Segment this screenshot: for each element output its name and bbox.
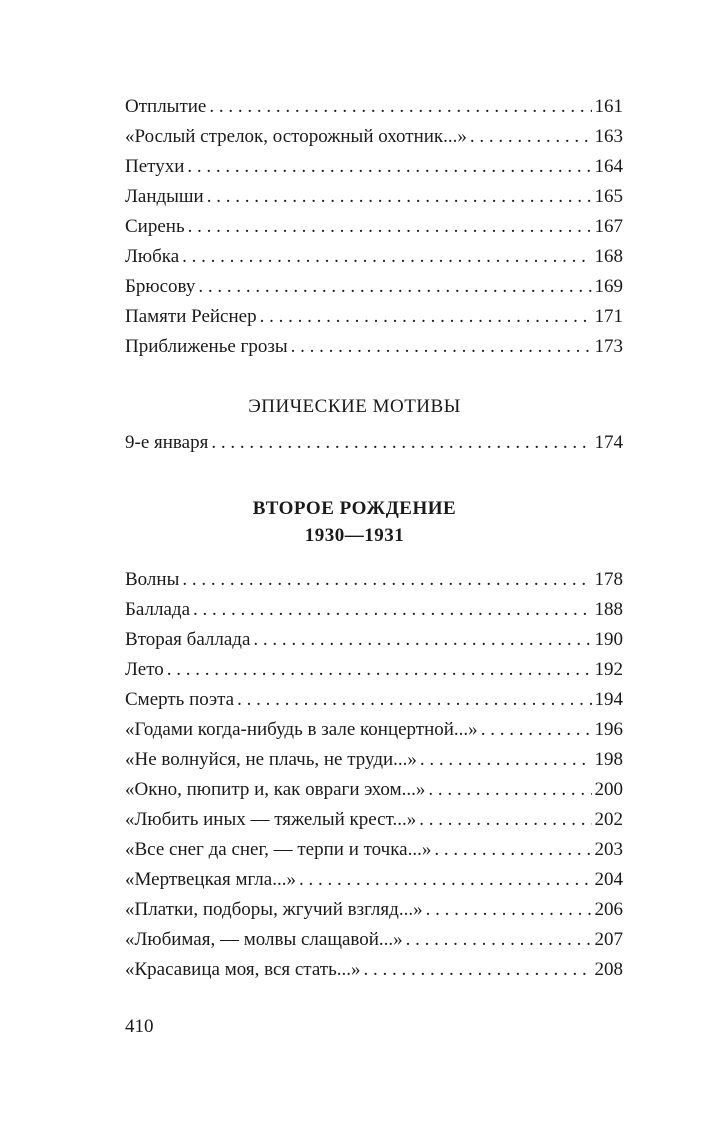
entry-page: 168 [594,246,623,267]
toc-entry [125,212,623,242]
section-years: 1930—1931 [304,525,405,546]
toc-group-1 [125,92,623,362]
entry-title: Петухи [125,156,185,177]
dot-leader [182,242,591,272]
entry-page: 174 [594,432,623,453]
entry-title: Лето [125,659,164,680]
entry-page: 165 [594,186,623,207]
dot-leader [419,805,591,835]
toc-entry [125,122,623,152]
entry-page: 188 [594,599,623,620]
entry-title: «Рослый стрелок, осторожный охотник...» [125,126,467,147]
toc-entry [125,565,623,595]
entry-title: Любка [125,246,180,267]
entry-title: «Не волнуйся, не плачь, не труди...» [125,749,417,770]
entry-page: 203 [594,839,623,860]
entry-title: «Платки, подборы, жгучий взгляд...» [125,899,423,920]
entry-title: 9-е января [125,432,209,453]
toc-entry [125,925,623,955]
entry-title: Вторая баллада [125,629,251,650]
dot-leader [211,428,591,458]
dot-leader [481,715,592,745]
toc-entry [125,805,623,835]
entry-title: Приближенье грозы [125,336,288,357]
toc-entry [125,745,623,775]
entry-page: 208 [594,959,623,980]
toc-entry [125,332,623,362]
dot-leader [167,655,592,685]
toc-entry [125,625,623,655]
entry-page: 167 [594,216,623,237]
dot-leader [187,152,591,182]
entry-title: Памяти Рейснер [125,306,257,327]
entry-title: Ландыши [125,186,204,207]
toc-entry [125,655,623,685]
dot-leader [434,835,591,865]
dot-leader [260,302,592,332]
entry-page: 169 [594,276,623,297]
dot-leader [291,332,592,362]
toc-entry [125,152,623,182]
entry-page: 164 [594,156,623,177]
entry-title: Брюсову [125,276,196,297]
dot-leader [188,212,592,242]
toc-entry [125,182,623,212]
dot-leader [253,625,591,655]
dot-leader [426,895,592,925]
toc-entry [125,428,623,458]
toc-entry [125,715,623,745]
dot-leader [193,595,591,625]
entry-page: 202 [594,809,623,830]
dot-leader [428,775,591,805]
section-heading-second-birth: ВТОРОЕ РОЖДЕНИЕ [252,498,457,519]
entry-page: 161 [594,96,623,117]
toc-entry [125,895,623,925]
dot-leader [182,565,591,595]
dot-leader [420,745,592,775]
toc-entry [125,92,623,122]
entry-page: 207 [594,929,623,950]
entry-page: 178 [594,569,623,590]
entry-title: «Любить иных — тяжелый крест...» [125,809,417,830]
entry-title: Сирень [125,216,185,237]
dot-leader [299,865,592,895]
entry-page: 206 [594,899,623,920]
section-heading-epic: ЭПИЧЕСКИЕ МОТИВЫ [248,396,461,417]
entry-page: 163 [594,126,623,147]
toc-entry [125,775,623,805]
entry-title: Волны [125,569,180,590]
toc-entry [125,242,623,272]
dot-leader [237,685,591,715]
toc-entry [125,835,623,865]
entry-title: Отплытие [125,96,207,117]
entry-title: «Красавица моя, вся стать...» [125,959,361,980]
entry-page: 190 [594,629,623,650]
entry-title: Смерть поэта [125,689,235,710]
entry-page: 173 [594,336,623,357]
toc-group-epic [125,428,623,458]
toc-entry [125,272,623,302]
dot-leader [198,272,591,302]
dot-leader [470,122,592,152]
entry-title: Баллада [125,599,191,620]
entry-page: 171 [594,306,623,327]
entry-page: 194 [594,689,623,710]
toc-entry [125,865,623,895]
entry-title: «Годами когда-нибудь в зале концертной...» [125,719,478,740]
toc-entry [125,302,623,332]
entry-title: «Любимая, — молвы слащавой...» [125,929,403,950]
page-number: 410 [125,1016,154,1037]
dot-leader [207,182,592,212]
toc-entry [125,685,623,715]
entry-title: «Мертвецкая мгла...» [125,869,296,890]
dot-leader [406,925,592,955]
dot-leader [209,92,591,122]
entry-title: «Все снег да снег, — терпи и точка...» [125,839,432,860]
entry-page: 196 [594,719,623,740]
toc-entry [125,955,623,985]
toc-group-second-birth [125,565,623,985]
entry-page: 192 [594,659,623,680]
toc-entry [125,595,623,625]
entry-page: 200 [594,779,623,800]
entry-page: 204 [594,869,623,890]
entry-page: 198 [594,749,623,770]
dot-leader [364,955,592,985]
entry-title: «Окно, пюпитр и, как овраги эхом...» [125,779,426,800]
